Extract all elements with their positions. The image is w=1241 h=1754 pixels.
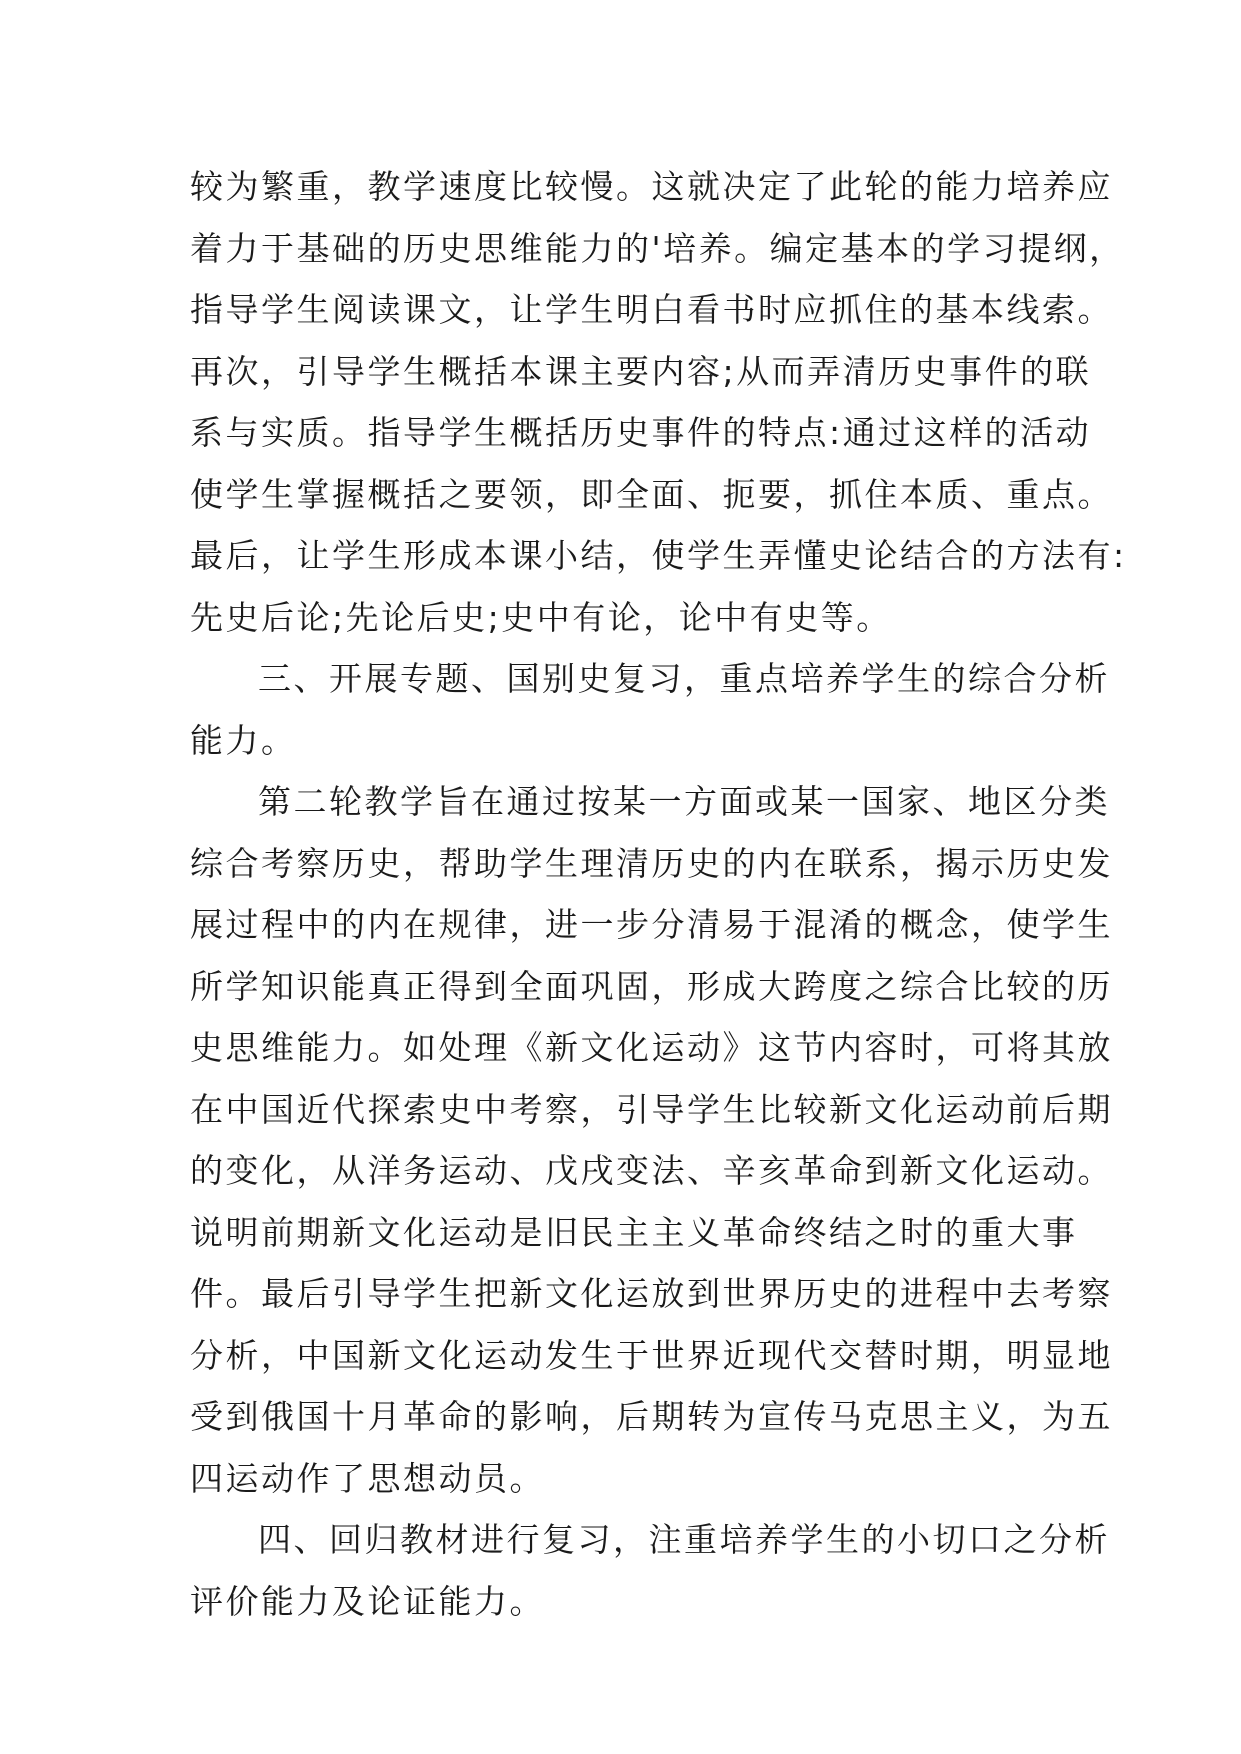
section-heading-4: 四、回归教材进行复习，注重培养学生的小切口之分析 — [258, 1520, 1110, 1559]
text-line: 在中国近代探索史中考察，引导学生比较新文化运动前后期 — [190, 1089, 1113, 1129]
text-line: 展过程中的内在规律，进一步分清易于混淆的概念，使学生 — [190, 905, 1113, 944]
text-line: 综合考察历史，帮助学生理清历史的内在联系，揭示历史发 — [190, 843, 1113, 883]
text-line: 件。最后引导学生把新文化运放到世界历史的进程中去考察 — [190, 1274, 1113, 1313]
text-line: 说明前期新文化运动是旧民主主义革命终结之时的重大事 — [190, 1212, 1078, 1252]
text-line: 能力。 — [190, 720, 297, 760]
text-line: 最后，让学生形成本课小结，使学生弄懂史论结合的方法有: — [190, 536, 1127, 575]
body-text — [190, 156, 1127, 1632]
text-line: 分析，中国新文化运动发生于世界近现代交替时期，明显地 — [190, 1335, 1113, 1375]
text-line: 再次，引导学生概括本课主要内容;从而弄清历史事件的联 — [190, 351, 1092, 391]
section-heading-3: 三、开展专题、国别史复习，重点培养学生的综合分析 — [258, 659, 1110, 698]
text-line: 着力于基础的历史思维能力的'培养。编定基本的学习提纲， — [190, 228, 1125, 268]
text-line: 所学知识能真正得到全面巩固，形成大跨度之综合比较的历 — [190, 966, 1113, 1006]
paragraph-start: 第二轮教学旨在通过按某一方面或某一国家、地区分类 — [258, 782, 1110, 821]
text-line: 先史后论;先论后史;史中有论，论中有史等。 — [190, 597, 892, 637]
text-line: 使学生掌握概括之要领，即全面、扼要，抓住本质、重点。 — [190, 474, 1113, 514]
text-line: 系与实质。指导学生概括历史事件的特点:通过这样的活动 — [190, 413, 1092, 452]
text-line: 史思维能力。如处理《新文化运动》这节内容时，可将其放 — [190, 1028, 1113, 1067]
text-line: 四运动作了思想动员。 — [190, 1458, 545, 1498]
text-line: 受到俄国十月革命的影响，后期转为宣传马克思主义，为五 — [190, 1397, 1113, 1436]
text-line: 较为繁重，教学速度比较慢。这就决定了此轮的能力培养应 — [190, 167, 1113, 206]
text-line: 的变化，从洋务运动、戊戌变法、辛亥革命到新文化运动。 — [190, 1151, 1113, 1190]
text-line: 指导学生阅读课文，让学生明白看书时应抓住的基本线索。 — [190, 290, 1113, 329]
text-line: 评价能力及论证能力。 — [190, 1581, 545, 1621]
